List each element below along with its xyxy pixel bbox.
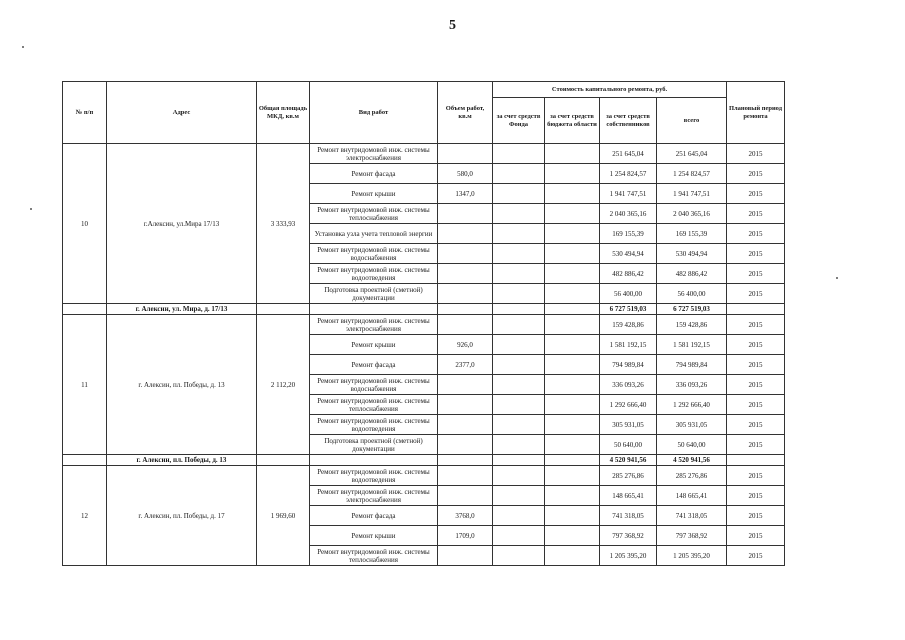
- fund-cell: [493, 415, 545, 435]
- period-cell: 2015: [727, 224, 785, 244]
- num-cell: 10: [63, 144, 107, 304]
- region-cell: [545, 415, 600, 435]
- table-row: [63, 466, 785, 486]
- region-cell: [545, 184, 600, 204]
- subtotal-total: 4 520 941,56: [657, 455, 727, 466]
- volume-cell: [438, 204, 493, 224]
- region-cell: [545, 164, 600, 184]
- total-cell: 169 155,39: [657, 224, 727, 244]
- header-period: Плановый период ремонта: [727, 82, 785, 144]
- fund-cell: [493, 144, 545, 164]
- period-cell: 2015: [727, 164, 785, 184]
- subtotal-label: г. Алексин, ул. Мира, д. 17/13: [107, 304, 257, 315]
- region-cell: [545, 375, 600, 395]
- page-number: 5: [449, 18, 456, 33]
- fund-cell: [493, 435, 545, 455]
- fund-cell: [493, 164, 545, 184]
- owners-cell: 530 494,94: [600, 244, 657, 264]
- num-cell: 11: [63, 315, 107, 455]
- work-type-cell: Ремонт фасада: [310, 506, 438, 526]
- period-cell: 2015: [727, 335, 785, 355]
- address-cell: г. Алексин, пл. Победы, д. 17: [107, 466, 257, 566]
- region-cell: [545, 466, 600, 486]
- total-cell: 159 428,86: [657, 315, 727, 335]
- fund-cell: [493, 204, 545, 224]
- period-cell: 2015: [727, 506, 785, 526]
- owners-cell: 482 886,42: [600, 264, 657, 284]
- volume-cell: 926,0: [438, 335, 493, 355]
- work-type-cell: Ремонт внутридомовой инж. системы электроснабжения: [310, 486, 438, 506]
- region-cell: [545, 355, 600, 375]
- volume-cell: [438, 435, 493, 455]
- total-cell: 741 318,05: [657, 506, 727, 526]
- volume-cell: 2377,0: [438, 355, 493, 375]
- period-cell: 2015: [727, 144, 785, 164]
- total-cell: 1 205 395,20: [657, 546, 727, 566]
- repair-table: [62, 81, 785, 566]
- period-cell: 2015: [727, 264, 785, 284]
- owners-cell: 1 292 666,40: [600, 395, 657, 415]
- work-type-cell: Ремонт внутридомовой инж. системы водоотведения: [310, 415, 438, 435]
- period-cell: 2015: [727, 546, 785, 566]
- owners-cell: 1 941 747,51: [600, 184, 657, 204]
- owners-cell: 251 645,04: [600, 144, 657, 164]
- owners-cell: 159 428,86: [600, 315, 657, 335]
- owners-cell: 285 276,86: [600, 466, 657, 486]
- volume-cell: [438, 466, 493, 486]
- total-cell: 1 941 747,51: [657, 184, 727, 204]
- volume-cell: 3768,0: [438, 506, 493, 526]
- total-cell: 251 645,04: [657, 144, 727, 164]
- volume-cell: [438, 486, 493, 506]
- subtotal-owners: 4 520 941,56: [600, 455, 657, 466]
- period-cell: 2015: [727, 486, 785, 506]
- volume-cell: [438, 244, 493, 264]
- subtotal-fund-cell: [493, 304, 545, 315]
- fund-cell: [493, 375, 545, 395]
- total-cell: 2 040 365,16: [657, 204, 727, 224]
- subtotal-work-cell: [310, 304, 438, 315]
- region-cell: [545, 435, 600, 455]
- volume-cell: [438, 395, 493, 415]
- subtotal-period-cell: [727, 455, 785, 466]
- subtotal-num-cell: [63, 455, 107, 466]
- owners-cell: 794 989,84: [600, 355, 657, 375]
- period-cell: 2015: [727, 466, 785, 486]
- fund-cell: [493, 486, 545, 506]
- header-work-type: Вид работ: [310, 82, 438, 144]
- table-row: [63, 144, 785, 164]
- header-region: за счет средств бюджета области: [545, 98, 600, 144]
- header-total: всего: [657, 98, 727, 144]
- period-cell: 2015: [727, 435, 785, 455]
- num-cell: 12: [63, 466, 107, 566]
- fund-cell: [493, 184, 545, 204]
- header-area: Общая площадь МКД, кв.м: [257, 82, 310, 144]
- subtotal-region-cell: [545, 455, 600, 466]
- total-cell: 530 494,94: [657, 244, 727, 264]
- address-cell: г. Алексин, пл. Победы, д. 13: [107, 315, 257, 455]
- owners-cell: 148 665,41: [600, 486, 657, 506]
- volume-cell: 580,0: [438, 164, 493, 184]
- volume-cell: [438, 375, 493, 395]
- subtotal-work-cell: [310, 455, 438, 466]
- header-cost-group: Стоимость капитального ремонта, руб.: [493, 82, 727, 98]
- region-cell: [545, 244, 600, 264]
- subtotal-num-cell: [63, 304, 107, 315]
- total-cell: 482 886,42: [657, 264, 727, 284]
- work-type-cell: Ремонт внутридомовой инж. системы электроснабжения: [310, 144, 438, 164]
- work-type-cell: Ремонт крыши: [310, 184, 438, 204]
- header-fund: за счет средств Фонда: [493, 98, 545, 144]
- total-cell: 1 581 192,15: [657, 335, 727, 355]
- area-cell: 3 333,93: [257, 144, 310, 304]
- header-volume: Объем работ, кв.м: [438, 82, 493, 144]
- fund-cell: [493, 355, 545, 375]
- subtotal-row: [63, 455, 785, 466]
- table-body: [63, 144, 785, 566]
- work-type-cell: Подготовка проектной (сметной) документации: [310, 284, 438, 304]
- owners-cell: 741 318,05: [600, 506, 657, 526]
- subtotal-fund-cell: [493, 455, 545, 466]
- fund-cell: [493, 335, 545, 355]
- region-cell: [545, 335, 600, 355]
- fund-cell: [493, 284, 545, 304]
- scan-speck: [836, 277, 838, 279]
- work-type-cell: Подготовка проектной (сметной) документации: [310, 435, 438, 455]
- owners-cell: 336 093,26: [600, 375, 657, 395]
- region-cell: [545, 264, 600, 284]
- fund-cell: [493, 244, 545, 264]
- subtotal-area-cell: [257, 304, 310, 315]
- header-address: Адрес: [107, 82, 257, 144]
- region-cell: [545, 506, 600, 526]
- fund-cell: [493, 526, 545, 546]
- work-type-cell: Ремонт внутридомовой инж. системы водоотведения: [310, 466, 438, 486]
- scan-speck: [30, 208, 32, 210]
- fund-cell: [493, 466, 545, 486]
- total-cell: 305 931,05: [657, 415, 727, 435]
- total-cell: 794 989,84: [657, 355, 727, 375]
- owners-cell: 1 205 395,20: [600, 546, 657, 566]
- owners-cell: 169 155,39: [600, 224, 657, 244]
- region-cell: [545, 486, 600, 506]
- work-type-cell: Ремонт фасада: [310, 355, 438, 375]
- fund-cell: [493, 546, 545, 566]
- volume-cell: [438, 224, 493, 244]
- period-cell: 2015: [727, 204, 785, 224]
- header-num: № п/п: [63, 82, 107, 144]
- header-owners: за счет средств собственников: [600, 98, 657, 144]
- region-cell: [545, 284, 600, 304]
- period-cell: 2015: [727, 184, 785, 204]
- volume-cell: 1347,0: [438, 184, 493, 204]
- region-cell: [545, 144, 600, 164]
- volume-cell: [438, 284, 493, 304]
- subtotal-volume-cell: [438, 455, 493, 466]
- total-cell: 50 640,00: [657, 435, 727, 455]
- work-type-cell: Ремонт фасада: [310, 164, 438, 184]
- subtotal-row: [63, 304, 785, 315]
- period-cell: 2015: [727, 244, 785, 264]
- total-cell: 797 368,92: [657, 526, 727, 546]
- total-cell: 148 665,41: [657, 486, 727, 506]
- volume-cell: 1709,0: [438, 526, 493, 546]
- total-cell: 1 292 666,40: [657, 395, 727, 415]
- owners-cell: 1 581 192,15: [600, 335, 657, 355]
- owners-cell: 1 254 824,57: [600, 164, 657, 184]
- region-cell: [545, 315, 600, 335]
- scan-speck: [22, 46, 24, 48]
- volume-cell: [438, 144, 493, 164]
- work-type-cell: Ремонт внутридомовой инж. системы водоотведения: [310, 264, 438, 284]
- work-type-cell: Ремонт внутридомовой инж. системы водоснабжения: [310, 244, 438, 264]
- period-cell: 2015: [727, 526, 785, 546]
- total-cell: 336 093,26: [657, 375, 727, 395]
- subtotal-period-cell: [727, 304, 785, 315]
- fund-cell: [493, 315, 545, 335]
- region-cell: [545, 204, 600, 224]
- area-cell: 1 969,60: [257, 466, 310, 566]
- subtotal-total: 6 727 519,03: [657, 304, 727, 315]
- work-type-cell: Ремонт внутридомовой инж. системы теплоснабжения: [310, 546, 438, 566]
- volume-cell: [438, 264, 493, 284]
- fund-cell: [493, 395, 545, 415]
- owners-cell: 50 640,00: [600, 435, 657, 455]
- subtotal-volume-cell: [438, 304, 493, 315]
- period-cell: 2015: [727, 395, 785, 415]
- fund-cell: [493, 506, 545, 526]
- work-type-cell: Ремонт внутридомовой инж. системы водоснабжения: [310, 375, 438, 395]
- work-type-cell: Установка узла учета тепловой энергии: [310, 224, 438, 244]
- work-type-cell: Ремонт внутридомовой инж. системы теплоснабжения: [310, 395, 438, 415]
- area-cell: 2 112,20: [257, 315, 310, 455]
- table-row: [63, 315, 785, 335]
- period-cell: 2015: [727, 375, 785, 395]
- period-cell: 2015: [727, 355, 785, 375]
- fund-cell: [493, 224, 545, 244]
- work-type-cell: Ремонт внутридомовой инж. системы электроснабжения: [310, 315, 438, 335]
- total-cell: 56 400,00: [657, 284, 727, 304]
- work-type-cell: Ремонт крыши: [310, 335, 438, 355]
- volume-cell: [438, 415, 493, 435]
- period-cell: 2015: [727, 315, 785, 335]
- volume-cell: [438, 546, 493, 566]
- owners-cell: 305 931,05: [600, 415, 657, 435]
- region-cell: [545, 526, 600, 546]
- total-cell: 1 254 824,57: [657, 164, 727, 184]
- region-cell: [545, 224, 600, 244]
- total-cell: 285 276,86: [657, 466, 727, 486]
- address-cell: г.Алексин, ул.Мира 17/13: [107, 144, 257, 304]
- region-cell: [545, 395, 600, 415]
- owners-cell: 797 368,92: [600, 526, 657, 546]
- volume-cell: [438, 315, 493, 335]
- period-cell: 2015: [727, 284, 785, 304]
- work-type-cell: Ремонт крыши: [310, 526, 438, 546]
- period-cell: 2015: [727, 415, 785, 435]
- owners-cell: 56 400,00: [600, 284, 657, 304]
- owners-cell: 2 040 365,16: [600, 204, 657, 224]
- subtotal-label: г. Алексин, пл. Победы, д. 13: [107, 455, 257, 466]
- work-type-cell: Ремонт внутридомовой инж. системы теплоснабжения: [310, 204, 438, 224]
- subtotal-region-cell: [545, 304, 600, 315]
- subtotal-owners: 6 727 519,03: [600, 304, 657, 315]
- fund-cell: [493, 264, 545, 284]
- region-cell: [545, 546, 600, 566]
- subtotal-area-cell: [257, 455, 310, 466]
